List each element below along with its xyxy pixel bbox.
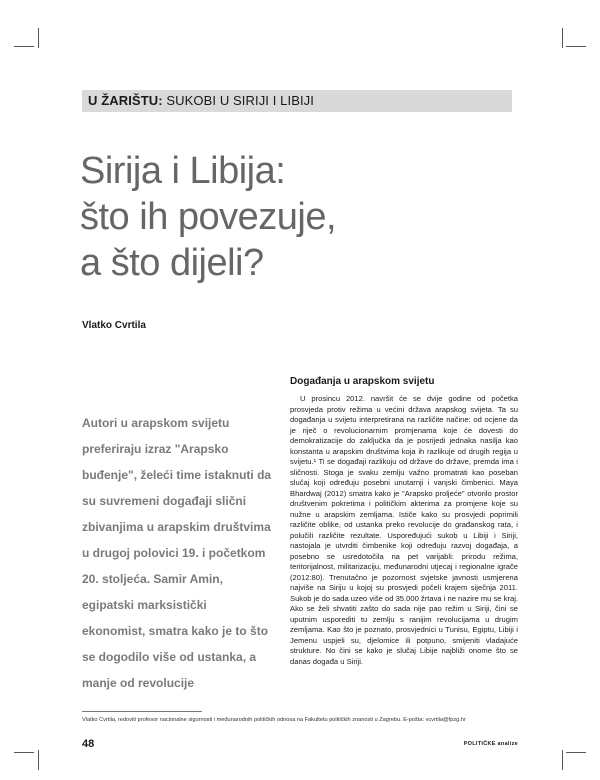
section-header: [82, 90, 512, 112]
crop-mark: [566, 752, 586, 753]
body-paragraph: U prosincu 2012. navršit će se dvije godine od početka prosvjeda protiv režima u većini država arapskog svijeta. Ta su događanja u svijetu interpretirana na različite načine: od ocjene da je riječ o revolucionarnim promjenama koje će dovesti do demokratizacije do zaključka da je posrijedi jednaka nasilja kao konstanta u arapskim društvima koja ih razlikuje od drugih regija u svijetu.¹ Ti se događaji razlikuju od države do države, premda ima i sličnosti. Stoga je svaku zemlju važno promatrati kao poseban slučaj koji određuju posebni unutarnji i vanjski čimbenici. Maya Bhardwaj (2012) smatra kako je "Arapsko proljeće" otvorilo prostor društvenim pokretima i političkim akterima za promjene koje su nužne u arapskim zemljama. Ističe kako su prosvjedi poprimili različite oblike, od ustanka preko revolucije do građanskog rata, i polučili različite rezultate. Uspoređujući sukob u Libiji i Siriji, nastojala je utvrditi čimbenike koji određuju razvoj događaja, a posebno se usredotočila na pet varijabli: prirodu režima, teritorijalnost, militarizaciju, međunarodni utjecaj i regionalne igrače (2012:80). Trenutačno je pozornost svjetske javnosti usmjerena najviše na Siriju u kojoj su prosvjedi počeli krajem siječnja 2011. Sukob je do sada uzeo više od 35.000 žrtava i ne nazire mu se kraj. Ako se želi shvatiti zašto do sada nije pao režim u Siriji, čini se uputnim usporediti tu zemlju s ranijim revolucijama u drugim zemljama. Kao što je poznato, prosvjednici u Tunisu, Egiptu, Libiji i Jemenu uspjeli su, djelomice ili potpuno, smijeniti vladajuće strukture. No čini se kako je slučaj Libije najbliži onome što se danas događa u Siriji.: [290, 394, 518, 666]
footnote: Vlatko Cvrtila, redoviti profesor nacionalne sigurnosti i međunarodnih političkih odnosa na Fakultetu političkih znanosti u Zagrebu. E-pošta: vcvrtila@fpzg.hr: [82, 717, 466, 723]
title-line: a što dijeli?: [80, 242, 264, 284]
crop-mark: [562, 28, 563, 48]
crop-mark: [38, 750, 39, 770]
section-kicker: U ŽARIŠTU:: [88, 93, 163, 108]
pull-quote: Autori u arapskom svijetu preferiraju izraz "Arapsko buđenje", želeći time istaknuti da su suvremeni događaji slični zbivanjima u arapskim društvima u drugoj polovici 19. i početkom 20. stoljeća. Samir Amin, egipatski marksistički ekonomist, smatra kako je to što se dogodilo više od ustanka, a manje od revolucije: [82, 416, 272, 690]
crop-mark: [566, 46, 586, 47]
section-title: SUKOBI U SIRIJI I LIBIJI: [166, 93, 314, 108]
title-line: što ih povezuje,: [80, 196, 337, 238]
crop-mark: [14, 46, 34, 47]
article-title: [80, 148, 520, 286]
crop-mark: [38, 28, 39, 48]
body-text: [290, 394, 518, 667]
section-subheading: Događanja u arapskom svijetu: [290, 376, 435, 387]
crop-mark: [14, 752, 34, 753]
footnote-rule: [82, 711, 202, 712]
crop-mark: [562, 750, 563, 770]
title-line: Sirija i Libija:: [80, 150, 286, 192]
author-name: Vlatko Cvrtila: [82, 320, 146, 331]
page-number: 48: [82, 738, 95, 750]
journal-name: POLITIČKE analize: [463, 741, 518, 747]
